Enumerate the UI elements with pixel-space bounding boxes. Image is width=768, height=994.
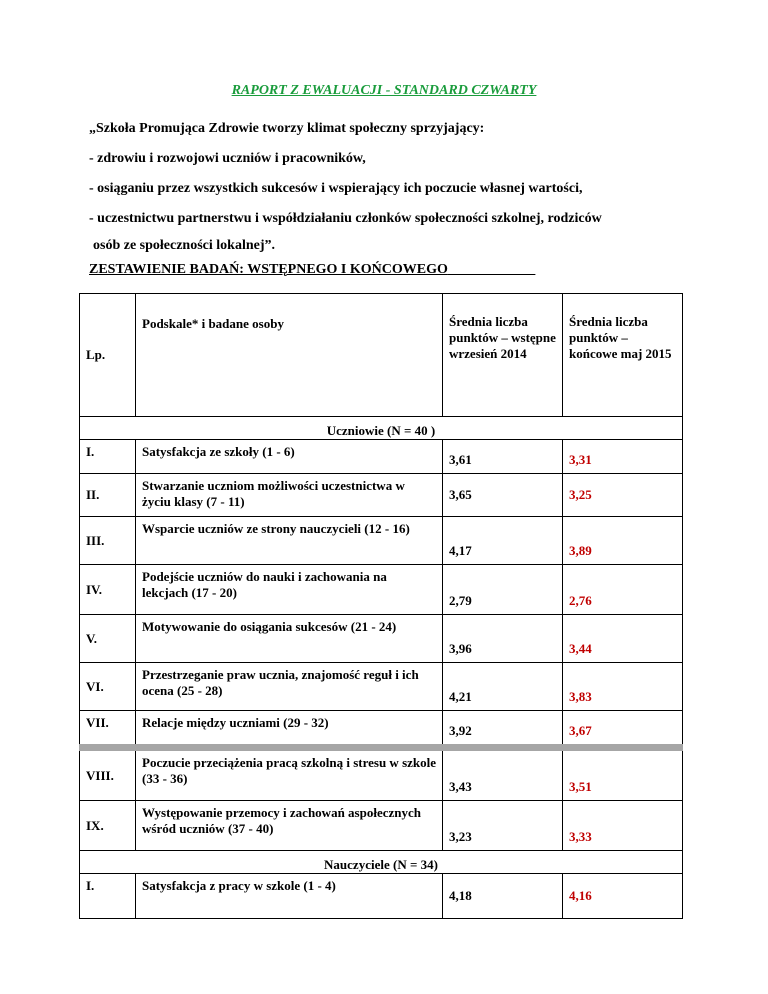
row-final: 3,44 xyxy=(563,615,683,663)
row-final: 3,33 xyxy=(563,801,683,851)
section-row xyxy=(80,851,683,874)
intro-line: osób ze społeczności lokalnej”. xyxy=(93,238,275,253)
row-initial: 3,92 xyxy=(443,711,563,748)
row-final: 3,83 xyxy=(563,663,683,711)
row-initial: 3,23 xyxy=(443,801,563,851)
table-header-row xyxy=(80,294,683,417)
row-desc: Przestrzeganie praw ucznia, znajomość reguł i ich ocena (25 - 28) xyxy=(136,663,443,711)
header-initial: Średnia liczba punktów – wstępne wrzesień 2014 xyxy=(443,294,563,417)
section-teachers: Nauczyciele (N = 34) xyxy=(80,851,683,874)
row-initial: 4,18 xyxy=(443,874,563,919)
table-row xyxy=(80,663,683,711)
intro-line: - osiąganiu przez wszystkich sukcesów i wspierający ich poczucie własnej wartości, xyxy=(89,181,583,196)
table-row xyxy=(80,517,683,565)
section-row xyxy=(80,417,683,440)
intro-line: - uczestnictwu partnerstwu i współdziałaniu członków społeczności szkolnej, rodziców xyxy=(89,211,602,226)
intro-line: „Szkoła Promująca Zdrowie tworzy klimat społeczny sprzyjający: xyxy=(89,121,485,136)
row-final: 3,25 xyxy=(563,474,683,517)
row-desc: Motywowanie do osiągania sukcesów (21 - 24) xyxy=(136,615,443,663)
row-desc: Satysfakcja z pracy w szkole (1 - 4) xyxy=(136,874,443,919)
table-row xyxy=(80,474,683,517)
report-title: RAPORT Z EWALUACJI - STANDARD CZWARTY xyxy=(231,83,537,98)
row-number: II. xyxy=(80,474,136,517)
row-desc: Poczucie przeciążenia pracą szkolną i stresu w szkole (33 - 36) xyxy=(136,748,443,801)
row-number: VI. xyxy=(80,663,136,711)
section-heading: ZESTAWIENIE BADAŃ: WSTĘPNEGO I KOŃCOWEGO xyxy=(89,262,448,277)
table-row xyxy=(80,748,683,801)
row-final: 2,76 xyxy=(563,565,683,615)
row-initial: 3,61 xyxy=(443,440,563,474)
row-number: I. xyxy=(80,440,136,474)
row-desc: Wsparcie uczniów ze strony nauczycieli (12 - 16) xyxy=(136,517,443,565)
row-final: 3,31 xyxy=(563,440,683,474)
row-desc: Występowanie przemocy i zachowań aspołecznych wśród uczniów (37 - 40) xyxy=(136,801,443,851)
section-students: Uczniowie (N = 40 ) xyxy=(80,417,683,440)
table-row xyxy=(80,565,683,615)
row-desc: Relacje między uczniami (29 - 32) xyxy=(136,711,443,748)
row-number: VIII. xyxy=(80,748,136,801)
row-desc: Satysfakcja ze szkoły (1 - 6) xyxy=(136,440,443,474)
row-number: I. xyxy=(80,874,136,919)
row-number: III. xyxy=(80,517,136,565)
row-desc: Podejście uczniów do nauki i zachowania na lekcjach (17 - 20) xyxy=(136,565,443,615)
intro-line: - zdrowiu i rozwojowi uczniów i pracowników, xyxy=(89,151,366,166)
table-row xyxy=(80,440,683,474)
row-initial: 3,43 xyxy=(443,748,563,801)
row-number: VII. xyxy=(80,711,136,748)
header-final: Średnia liczba punktów – końcowe maj 2015 xyxy=(563,294,683,417)
row-initial: 2,79 xyxy=(443,565,563,615)
row-number: V. xyxy=(80,615,136,663)
results-table xyxy=(79,293,683,919)
header-lp: Lp. xyxy=(80,294,136,417)
row-final: 4,16 xyxy=(563,874,683,919)
table-row xyxy=(80,615,683,663)
row-number: IX. xyxy=(80,801,136,851)
row-final: 3,67 xyxy=(563,711,683,748)
row-initial: 3,65 xyxy=(443,474,563,517)
table-row xyxy=(80,874,683,919)
row-desc: Stwarzanie uczniom możliwości uczestnictwa w życiu klasy (7 - 11) xyxy=(136,474,443,517)
row-initial: 4,17 xyxy=(443,517,563,565)
row-number: IV. xyxy=(80,565,136,615)
table-row xyxy=(80,801,683,851)
table-row xyxy=(80,711,683,748)
row-initial: 3,96 xyxy=(443,615,563,663)
row-initial: 4,21 xyxy=(443,663,563,711)
header-desc: Podskale* i badane osoby xyxy=(136,294,443,417)
row-final: 3,51 xyxy=(563,748,683,801)
row-final: 3,89 xyxy=(563,517,683,565)
